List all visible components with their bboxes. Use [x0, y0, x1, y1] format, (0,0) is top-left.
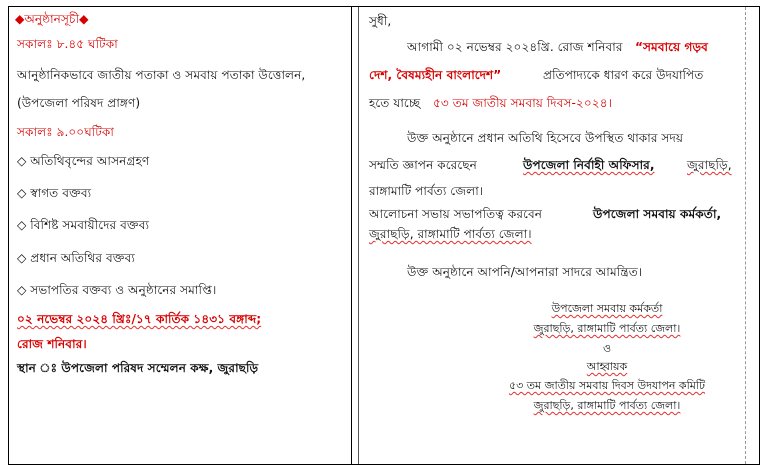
chair-line1a: আলোচনা সভায় সভাপতিত্ব করবেন: [369, 207, 543, 221]
event-day: রোজ শনিবার।: [17, 337, 87, 351]
schedule-item: ◇ বিশিষ্ট সমবায়ীদের বক্তব্য: [17, 218, 150, 232]
chair-location: জুরাছড়ি, রাঙ্গামাটি পার্বত্য জেলা।: [369, 227, 532, 241]
event-date: ০২ নভেম্বর ২০২৪ খ্রিঃ/১৭ কার্তিক ১৪৩১ বঙ্গাব্দ;: [17, 312, 262, 326]
celebration-text: হতে যাচ্ছে: [369, 96, 421, 110]
schedule-heading: ◆অনুষ্ঠানসূচী◆: [15, 12, 89, 26]
invitation-card: [8, 6, 760, 465]
schedule-item: ◇ স্বাগত বক্তব্য: [17, 186, 92, 200]
convener-title: আহ্বায়ক: [586, 360, 628, 373]
signatory-title: উপজেলা সমবায় কর্মকর্তা: [551, 302, 663, 315]
theme-part-a: “সমবায়ে গড়ব: [635, 40, 708, 54]
flag-hoisting-line: আনুষ্ঠানিকভাবে জাতীয় পতাকা ও সমবায় পতাকা উত্তোলন,: [17, 68, 306, 82]
page-margin-guide: [745, 7, 746, 464]
time-main-program: সকালঃ ৯.০০ঘটিকা: [17, 125, 114, 139]
and-conjunction: ও: [602, 342, 612, 355]
event-name: ৫৩ তম জাতীয় সমবায় দিবস-২০২৪।: [433, 96, 612, 110]
chief-guest-title: উপজেলা নির্বাহী অফিসার,: [523, 158, 655, 172]
committee-place: জুরাছড়ি, রাঙ্গামাটি পার্বত্য জেলা।: [533, 399, 681, 412]
chief-guest-location: জুরাছড়ি,: [687, 158, 732, 172]
intro-text: আগামী ০২ নভেম্বর ২০২৪খ্রি. রোজ শনিবার: [407, 40, 623, 54]
theme-part-b: দেশ, বৈষম্যহীন বাংলাদেশ”: [369, 68, 502, 82]
committee-name: ৫৩ তম জাতীয় সমবায় দিবস উদযাপন কমিটি: [508, 379, 706, 392]
schedule-item: ◇ প্রধান অতিথির বক্তব্য: [17, 251, 135, 265]
event-venue: স্থান ঃ উপজেলা পরিষদ সম্মেলন কক্ষ, জুরাছড়ি: [17, 361, 259, 375]
salutation: সুধী,: [369, 14, 392, 28]
chair-title: উপজেলা সমবায় কর্মকর্তা,: [593, 207, 722, 221]
time-flag-hoisting: সকালঃ ৮.৪৫ ঘটিকা: [17, 37, 118, 51]
signatory-place: জুরাছড়ি, রাঙ্গামাটি পার্বত্য জেলা।: [533, 322, 681, 335]
chief-guest-line1: উক্ত অনুষ্ঠানে প্রধান অতিথি হিসেবে উপস্থিত থাকার সদয়: [407, 131, 684, 145]
chief-guest-district: রাঙ্গামাটি পার্বত্য জেলা।: [369, 184, 484, 198]
theme-continuation: প্রতিপাদ্যকে ধারণ করে উদযাপিত: [543, 68, 704, 82]
chief-guest-line2a: সম্মতি জ্ঞাপন করেছেন: [369, 158, 477, 172]
column-divider: [351, 7, 352, 464]
invitation-text: উক্ত অনুষ্ঠানে আপনি/আপনারা সাদরে আমন্ত্রিত।: [407, 265, 643, 279]
flag-hoisting-venue: (উপজেলা পরিষদ প্রাঙ্গণ): [17, 96, 141, 110]
schedule-item: ◇ সভাপতির বক্তব্য ও অনুষ্ঠানের সমাপ্তি।: [17, 283, 217, 297]
schedule-item: ◇ অতিথিবৃন্দের আসনগ্রহণ: [17, 154, 150, 168]
column-divider-inner: [358, 7, 359, 464]
